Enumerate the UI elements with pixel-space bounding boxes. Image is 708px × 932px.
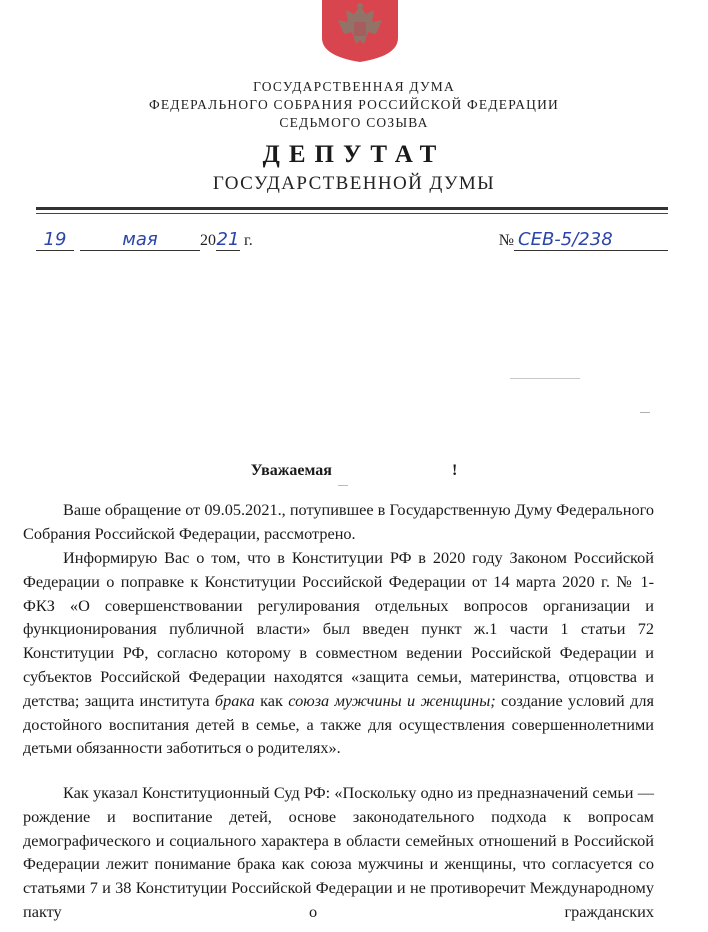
coat-of-arms-icon	[320, 0, 400, 62]
letterhead-subtitle: ГОСУДАРСТВЕННОЙ ДУМЫ	[212, 173, 496, 194]
salutation-end: !	[451, 462, 458, 479]
letter-date	[36, 230, 253, 251]
paragraph-3	[23, 781, 654, 924]
letterhead-title: ДЕПУТАТ	[262, 141, 446, 168]
paragraph-2	[23, 546, 654, 760]
header-line-duma: ГОСУДАРСТВЕННАЯ ДУМА	[253, 79, 455, 94]
paragraph-1-text: Ваше обращение от 09.05.2021., потупившее в Государственную Думу Федерального Собрания Российской Федерации, рассмотрено.	[23, 500, 654, 543]
date-day: 19	[36, 230, 74, 251]
paragraph-3-text: Как указал Конституционный Суд РФ: «Поскольку одно из предназначений семьи — рождение и воспитание детей, основе законодательного подхода к вопросам демографического и социального характера в области семейных отношений в Российской Федерации лежит понимание брака как союза мужчины и женщины, что согласуется со статьями 7 и 38 Конституции Российской Федерации и не противоречит Международному пакту о гражданских	[23, 783, 654, 921]
paragraph-2-italic-b: союза мужчины и женщины;	[288, 690, 496, 710]
paragraph-2-text-c: как	[260, 690, 283, 710]
header-line-convocation: СЕДЬМОГО СОЗЫВА	[279, 115, 429, 130]
paragraph-2-text-a: Информирую Вас о том, что в Конституции РФ в 2020 году Законом Российской Федерации о поправке к Конституции Российской Федерации от 14 марта 2020 г. № 1-ФКЗ «О совершенствовании регулирования отдельных вопросов организации и функционирования публичной власти» был введен пункт ж.1 части 1 статьи 72 Конституции РФ, согласно которому в совместном ведении Российской Федерации и субъектов Российской Федерации находятся «защита семьи, материнства, отцовства и детства; защита института	[23, 548, 654, 710]
divider-thin	[36, 213, 668, 214]
header-line-federal-assembly: ФЕДЕРАЛЬНОГО СОБРАНИЯ РОССИЙСКОЙ ФЕДЕРАЦИИ	[149, 97, 559, 112]
salutation	[0, 462, 708, 480]
divider-thick	[36, 207, 668, 210]
redacted-mark	[510, 378, 580, 379]
date-number-row	[36, 230, 668, 260]
paragraph-2-italic-a: брака	[214, 690, 255, 710]
salutation-text: Уважаемая	[250, 462, 332, 479]
date-suffix: г.	[244, 232, 253, 249]
redacted-mark	[640, 412, 650, 413]
paragraph-2-text-e: создание условий для достойного воспитания детей в семье, а также для осуществления совершеннолетними детьми обязанности заботиться о родителях».	[23, 690, 654, 758]
date-year-suffix: 21	[216, 229, 240, 250]
number-value: СЕВ-5/238	[514, 230, 668, 251]
number-prefix: №	[498, 232, 514, 249]
letter-number	[499, 230, 668, 251]
date-month: мая	[80, 230, 200, 251]
paragraph-1	[23, 498, 654, 546]
date-year-prefix: 20	[200, 232, 216, 249]
